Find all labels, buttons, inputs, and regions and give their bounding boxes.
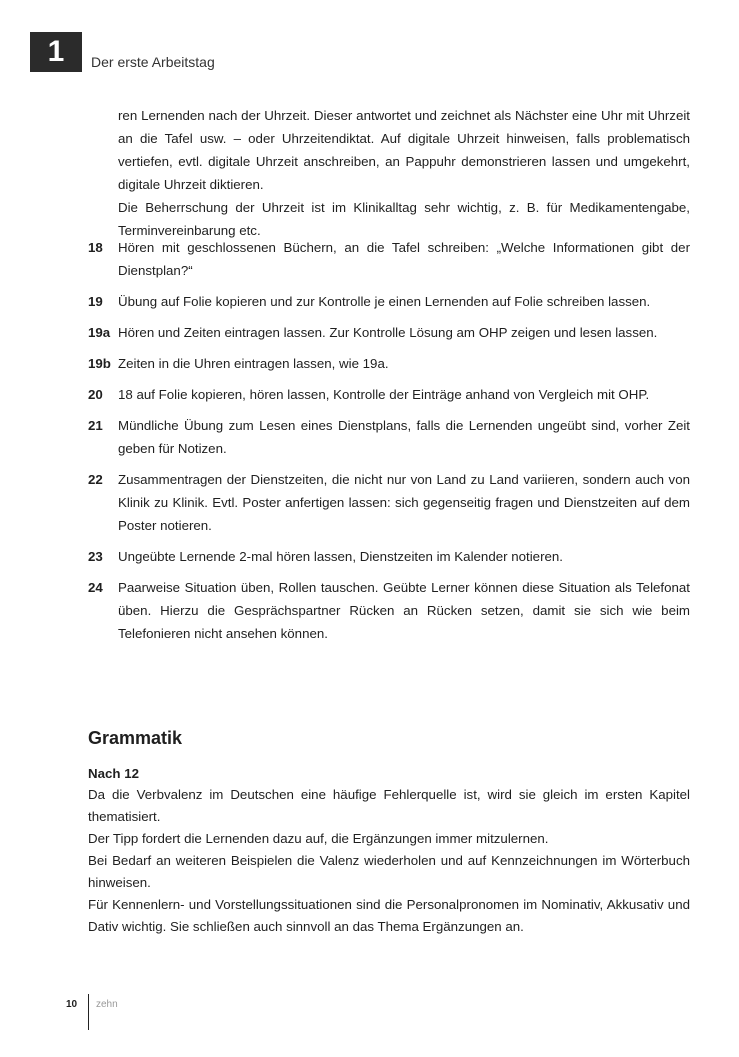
item-text: Zeiten in die Uhren eintragen lassen, wie 19a.: [118, 356, 389, 371]
list-item: [88, 468, 690, 537]
intro-paragraph: Die Beherrschung der Uhrzeit ist im Klinikalltag sehr wichtig, z. B. für Medikamentengabe, Terminvereinbarung etc.: [118, 200, 690, 238]
chapter-number-badge: [30, 32, 82, 72]
list-item: [88, 383, 690, 406]
item-number: 20: [88, 387, 103, 402]
item-number: 18: [88, 240, 103, 255]
item-text: Mündliche Übung zum Lesen eines Dienstplans, falls die Lernenden ungeübt sind, vorher Zeit geben für Notizen.: [118, 418, 690, 456]
item-text: 18 auf Folie kopieren, hören lassen, Kontrolle der Einträge anhand von Vergleich mit OHP.: [118, 387, 650, 402]
grammar-body: [88, 784, 690, 938]
footer-divider: [88, 994, 89, 1030]
item-number: 24: [88, 580, 103, 595]
grammar-paragraph: Bei Bedarf an weiteren Beispielen die Valenz wiederholen und auf Kennzeichnungen im Wörterbuch hinweisen.: [88, 853, 690, 890]
item-text: Ungeübte Lernende 2-mal hören lassen, Dienstzeiten im Kalender notieren.: [118, 549, 563, 564]
item-number: 19b: [88, 356, 111, 371]
item-text: Hören mit geschlossenen Büchern, an die Tafel schreiben: „Welche Informationen gibt der Dienstplan?“: [118, 240, 690, 278]
chapter-title: Der erste Arbeitstag: [91, 54, 215, 70]
grammar-paragraph: Der Tipp fordert die Lernenden dazu auf, die Ergänzungen immer mitzulernen.: [88, 831, 549, 846]
item-number: 19: [88, 294, 103, 309]
item-number: 22: [88, 472, 103, 487]
list-item: [88, 236, 690, 282]
instruction-list: [88, 236, 690, 653]
item-text: Paarweise Situation üben, Rollen tauschen. Geübte Lerner können diese Situation als Telefonat üben. Hierzu die Gesprächspartner Rücken an Rücken setzen, damit sie sich wie beim Telefonieren nicht ansehen können.: [118, 580, 690, 641]
list-item: [88, 414, 690, 460]
page-number: 10: [66, 999, 78, 1010]
list-item: [88, 576, 690, 645]
grammar-paragraph: Da die Verbvalenz im Deutschen eine häufige Fehlerquelle ist, wird sie gleich im ersten Kapitel thematisiert.: [88, 787, 690, 824]
item-text: Zusammentragen der Dienstzeiten, die nicht nur von Land zu Land variieren, sondern auch von Klinik zu Klinik. Evtl. Poster anfertigen lassen: sich gegenseitig fragen und Dienstzeiten auf dem Poster notieren.: [118, 472, 690, 533]
item-number: 21: [88, 418, 103, 433]
list-item: [88, 545, 690, 568]
item-text: Übung auf Folie kopieren und zur Kontrolle je einen Lernenden auf Folie schreiben lassen.: [118, 294, 651, 309]
intro-text: [118, 104, 690, 242]
grammar-heading: Grammatik: [88, 728, 183, 748]
grammar-paragraph: Für Kennenlern- und Vorstellungssituationen sind die Personalpronomen im Nominativ, Akkusativ und Dativ wichtig. Sie schließen auch sinnvoll an das Thema Ergänzungen an.: [88, 897, 690, 934]
grammar-subheading: Nach 12: [88, 766, 139, 781]
list-item: [88, 290, 690, 313]
page-number-word: zehn: [96, 999, 118, 1010]
item-number: 23: [88, 549, 103, 564]
item-number: 19a: [88, 325, 111, 340]
chapter-number: 1: [47, 35, 65, 68]
list-item: [88, 352, 690, 375]
item-text: Hören und Zeiten eintragen lassen. Zur Kontrolle Lösung am OHP zeigen und lesen lassen.: [118, 325, 658, 340]
list-item: [88, 321, 690, 344]
intro-paragraph: ren Lernenden nach der Uhrzeit. Dieser antwortet und zeichnet als Nächster eine Uhr mit Uhrzeit an die Tafel usw. – oder Uhrzeitendiktat. Auf digitale Uhrzeit hinweisen, falls problematisch vertiefen, evtl. digitale Uhrzeit anschreiben, an Pappuhr demonstrieren lassen und umgekehrt, digitale Uhrzeit diktieren.: [118, 108, 690, 192]
